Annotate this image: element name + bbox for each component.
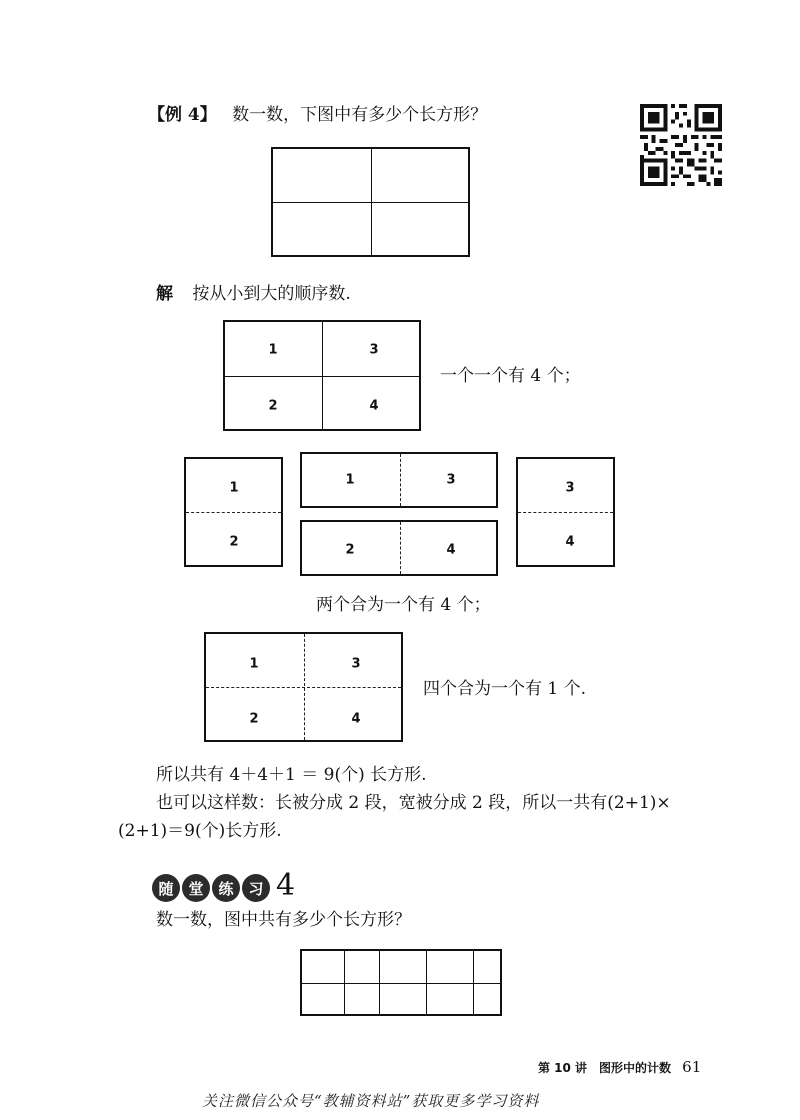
practice-question: 数一数，图中共有多少个长方形？ bbox=[156, 910, 411, 930]
chapter-title: 第 10 讲 图形中的计数 bbox=[538, 1061, 672, 1075]
conclusion-line-3: (2+1)＝9(个)长方形. bbox=[118, 821, 282, 841]
cell-label: 2 bbox=[268, 398, 278, 414]
cell-label: 3 bbox=[351, 656, 361, 672]
cell-label: 3 bbox=[565, 480, 575, 496]
cell-label: 1 bbox=[268, 342, 278, 358]
cell-label: 3 bbox=[369, 342, 379, 358]
conclusion-line-2: 也可以这样数：长被分成 2 段，宽被分成 2 段，所以一共有(2+1)× bbox=[156, 793, 671, 813]
cell-label: 1 bbox=[345, 472, 355, 488]
solution-label: 解 bbox=[156, 284, 173, 304]
practice-heading-char: 练 bbox=[212, 874, 240, 902]
solution-method: 按从小到大的顺序数. bbox=[192, 284, 351, 304]
cell-label: 3 bbox=[446, 472, 456, 488]
example-question: 数一数，下图中有多少个长方形？ bbox=[232, 105, 488, 125]
cell-label: 1 bbox=[249, 656, 259, 672]
pair-figure-left bbox=[184, 457, 283, 567]
cell-label: 2 bbox=[249, 711, 259, 727]
cell-label: 1 bbox=[229, 480, 239, 496]
cell-label: 4 bbox=[565, 534, 575, 550]
pair-figure-top bbox=[300, 452, 498, 508]
cell-label: 4 bbox=[351, 711, 361, 727]
practice-heading-char: 堂 bbox=[182, 874, 210, 902]
page-number: 61 bbox=[682, 1058, 702, 1076]
cell-label: 2 bbox=[229, 534, 239, 550]
conclusion-line-1: 所以共有 4＋4＋1 ＝ 9(个) 长方形. bbox=[156, 765, 427, 785]
example-figure bbox=[271, 147, 470, 257]
quad-caption: 四个合为一个有 1 个. bbox=[423, 679, 587, 699]
practice-heading-number: 4 bbox=[276, 868, 296, 903]
qr-code-icon bbox=[640, 104, 722, 186]
cell-label: 2 bbox=[345, 542, 355, 558]
practice-heading-char: 随 bbox=[152, 874, 180, 902]
pair-figure-bottom bbox=[300, 520, 498, 576]
example-tag: 【例 4】 bbox=[148, 105, 217, 125]
page-footer bbox=[538, 1057, 701, 1076]
pair-figure-right bbox=[516, 457, 615, 567]
cell-label: 4 bbox=[369, 398, 379, 414]
practice-figure bbox=[300, 949, 502, 1016]
practice-heading bbox=[150, 868, 310, 904]
practice-heading-char: 习 bbox=[242, 874, 270, 902]
pairs-caption: 两个合为一个有 4 个； bbox=[316, 595, 491, 615]
singles-figure bbox=[223, 320, 421, 431]
quad-figure bbox=[204, 632, 403, 742]
singles-caption: 一个一个有 4 个； bbox=[440, 366, 581, 386]
cell-label: 4 bbox=[446, 542, 456, 558]
watermark: 关注微信公众号“教辅资料站”获取更多学习资料 bbox=[202, 1092, 540, 1110]
